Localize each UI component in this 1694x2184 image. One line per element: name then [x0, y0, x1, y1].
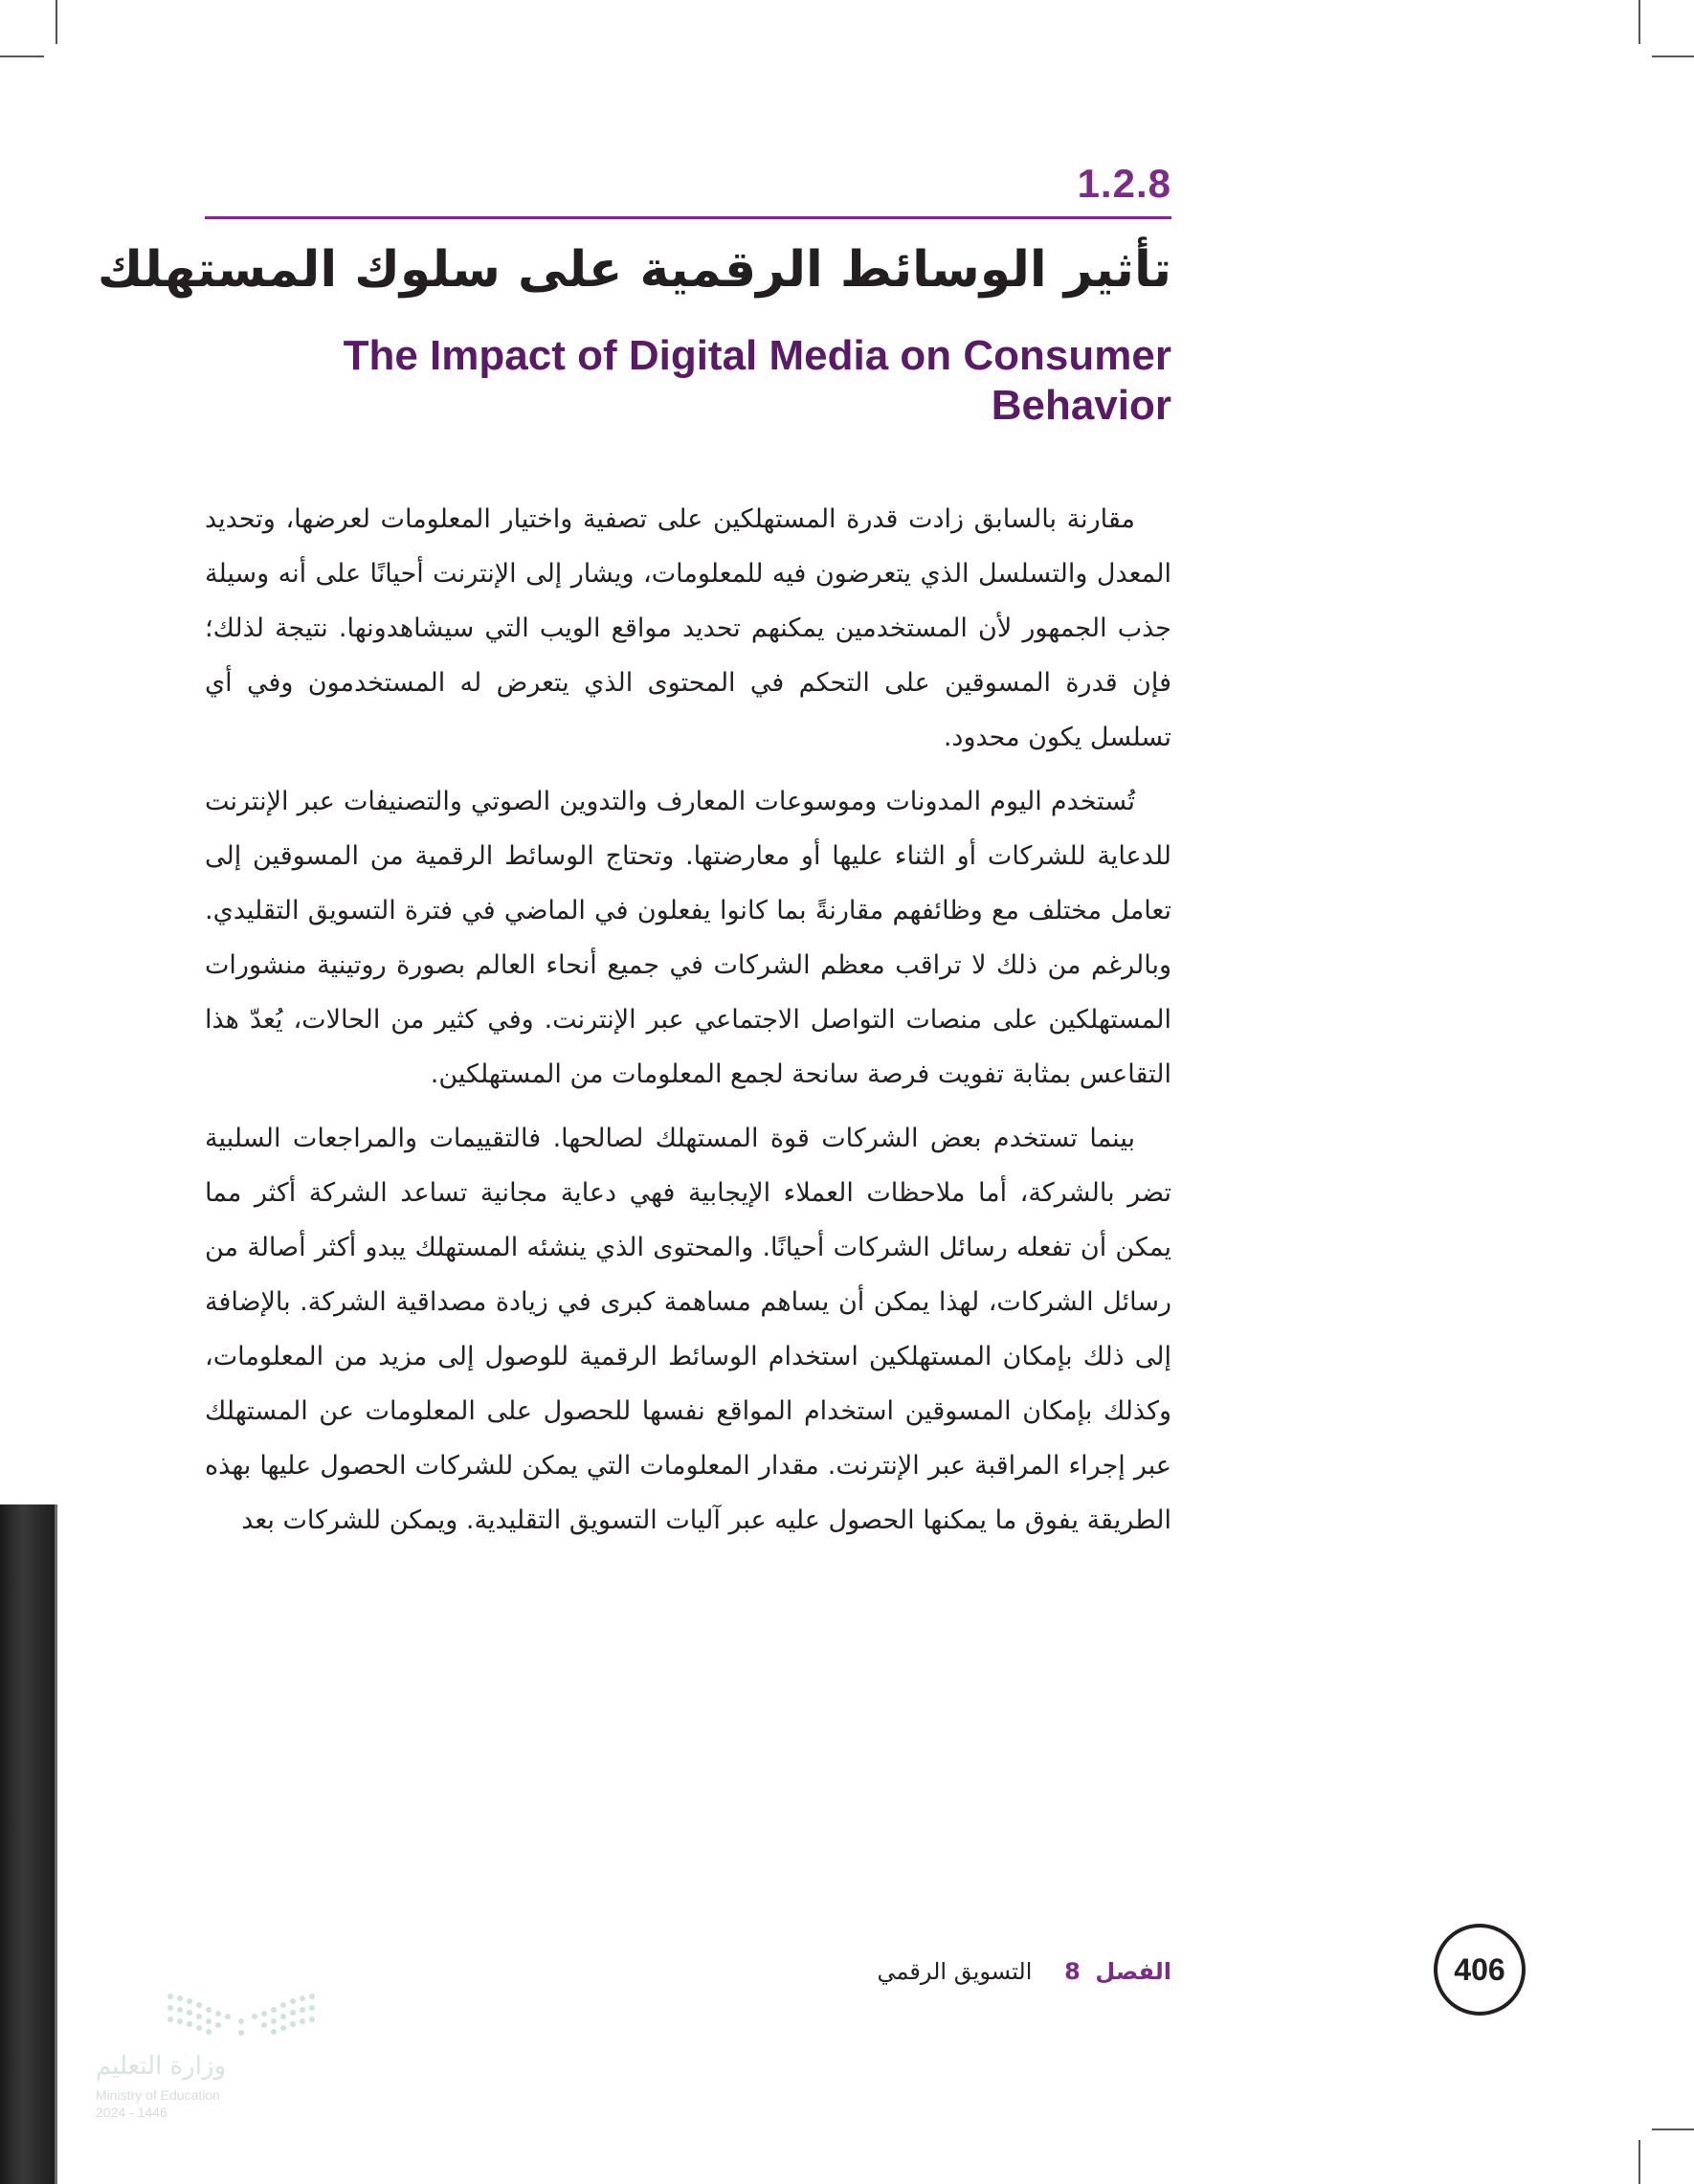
ministry-logo-icon: [165, 1987, 318, 2044]
chapter-name: التسويق الرقمي: [877, 1958, 1033, 1985]
page-number: [1434, 1924, 1526, 2016]
body-text: [205, 492, 1171, 1557]
section-title-arabic: تأثير الوسائط الرقمية على سلوك المستهلك: [97, 241, 1171, 299]
chapter-label: الفصل: [1095, 1958, 1171, 1985]
paragraph: تُستخدم اليوم المدونات وموسوعات المعارف والتدوين الصوتي والتصنيفات عبر الإنترنت للدعاية للشركات أو الثناء عليها أو معارضتها. وتحتاج الوسائط الرقمية من المسوقين إلى تعامل مختلف مع وظائفهم مقارنةً بما كانوا يفعلون في الماضي في فترة التسويق التقليدي. وبالرغم من ذلك لا تراقب معظم الشركات في جميع أنحاء العالم بصورة روتينية منشورات المستهلكين على منصات التواصل الاجتماعي عبر الإنترنت. وفي كثير من الحالات، يُعدّ هذا التقاعس بمثابة تفويت فرصة سانحة لجمع المعلومات من المستهلكين.: [205, 787, 1171, 1089]
ministry-year: 2024 - 1446: [96, 2105, 167, 2120]
crop-mark: [1652, 56, 1694, 57]
title-divider: [205, 216, 1171, 219]
crop-mark: [56, 0, 57, 44]
section-number: 1.2.8: [1077, 161, 1171, 206]
chapter-footer: [877, 1958, 1171, 1985]
crop-mark: [1652, 2128, 1694, 2130]
ministry-name-english-text: Ministry of Education: [96, 2087, 220, 2103]
crop-mark: [0, 56, 44, 57]
ministry-name-english: [96, 2086, 220, 2121]
crop-mark: [1638, 0, 1640, 44]
chapter-number: 8: [1064, 1958, 1081, 1985]
ministry-name-arabic: وزارة التعليم: [96, 2052, 227, 2081]
paragraph: بينما تستخدم بعض الشركات قوة المستهلك لصالحها. فالتقييمات والمراجعات السلبية تضر بالشركة، أما ملاحظات العملاء الإيجابية فهي دعاية مجانية تساعد الشركة أكثر مما يمكن أن تفعله رسائل الشركات أحيانًا. والمحتوى الذي ينشئه المستهلك يبدو أكثر أصالة من رسائل الشركات، لهذا يمكن أن يساهم مساهمة كبرى في زيادة مصداقية الشركة. بالإضافة إلى ذلك بإمكان المستهلكين استخدام الوسائط الرقمية للوصول إلى مزيد من المعلومات، وكذلك بإمكان المسوقين استخدام المواقع نفسها للحصول على المعلومات عن المستهلك عبر إجراء المراقبة عبر الإنترنت. مقدار المعلومات التي يمكن للشركات الحصول عليها بهذه الطريقة يفوق ما يمكنها الحصول عليه عبر آليات التسويق التقليدية. ويمكن للشركات بعد: [205, 1124, 1171, 1535]
page-edge-bar: [0, 1504, 57, 2184]
page-number-text: 406: [1454, 1951, 1505, 1987]
paragraph: مقارنة بالسابق زادت قدرة المستهلكين على تصفية واختيار المعلومات لعرضها، وتحديد المعدل والتسلسل الذي يتعرضون فيه للمعلومات، ويشار إلى الإنترنت أحيانًا على أنه وسيلة جذب الجمهور لأن المستخدمين يمكنهم تحديد مواقع الويب التي سيشاهدونها. نتيجة لذلك؛ فإن قدرة المسوقين على التحكم في المحتوى الذي يتعرض له المستخدمون وفي أي تسلسل يكون محدود.: [205, 504, 1171, 752]
ministry-watermark: [92, 1987, 322, 2130]
section-title-english: The Impact of Digital Media on Consumer Behavior: [343, 332, 1171, 429]
crop-mark: [1638, 2140, 1640, 2184]
